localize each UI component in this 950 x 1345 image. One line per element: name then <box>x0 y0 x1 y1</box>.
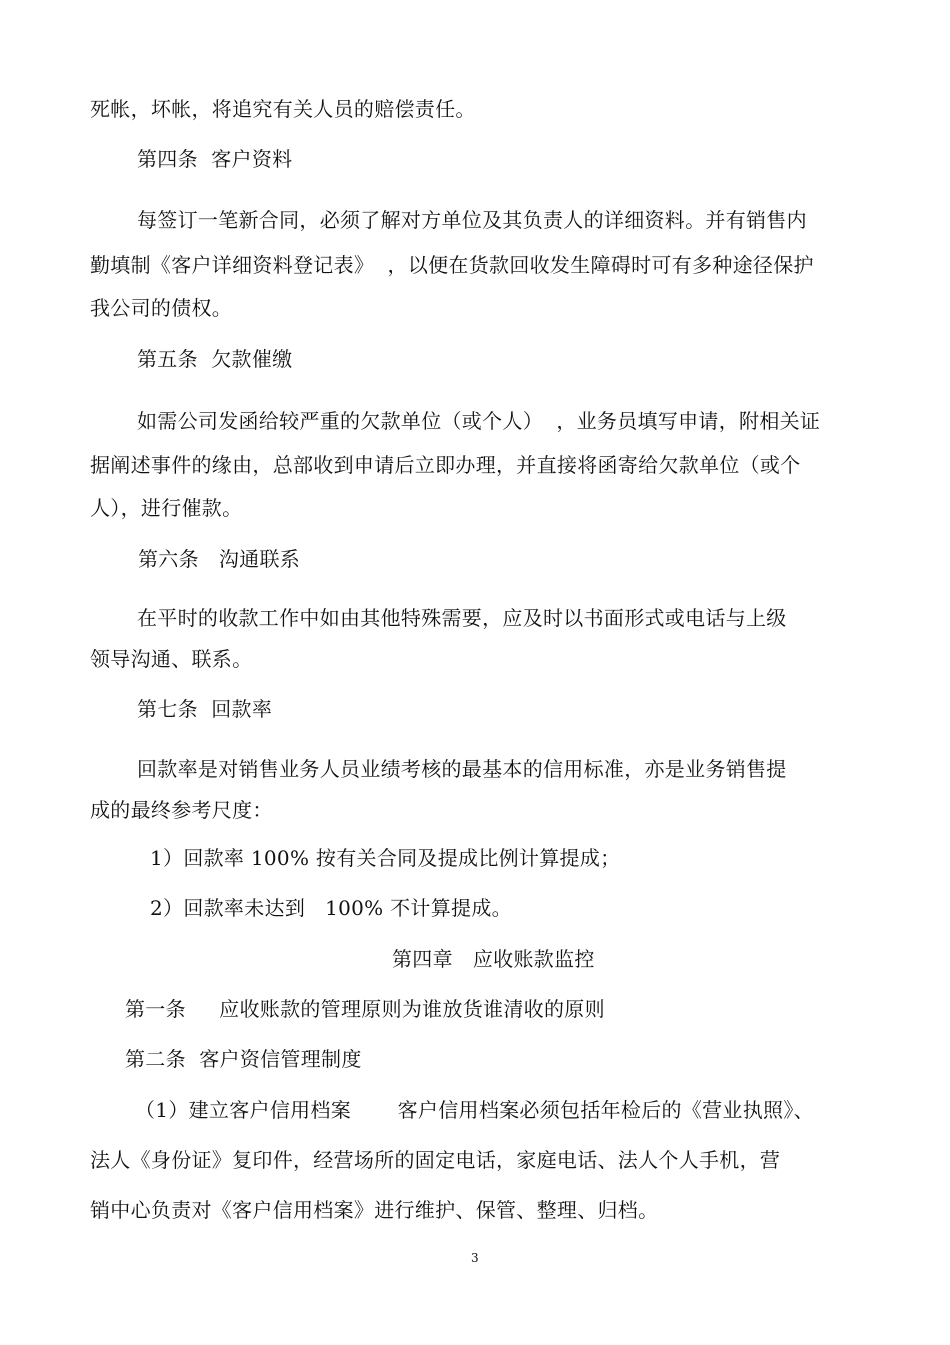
article-heading: 第六条 沟通联系 <box>138 547 301 571</box>
paragraph-line: 在平时的收款工作中如由其他特殊需要，应及时以书面形式或电话与上级 <box>137 606 787 630</box>
chapter-heading: 第四章 应收账款监控 <box>392 947 595 971</box>
page-number: 3 <box>471 1251 479 1265</box>
paragraph-line: （1）建立客户信用档案 客户信用档案必须包括年检后的《营业执照》、 <box>135 1098 814 1122</box>
paragraph-line: 人），进行催款。 <box>90 496 243 520</box>
list-item: 1）回款率 100% 按有关合同及提成比例计算提成； <box>150 846 621 870</box>
paragraph-line: 死帐，坏帐，将追究有关人员的赔偿责任。 <box>90 97 476 121</box>
article-heading: 第七条 回款率 <box>137 697 273 721</box>
article-heading: 第五条 欠款催缴 <box>137 347 293 371</box>
paragraph-line: 据阐述事件的缘由，总部收到申请后立即办理，并直接将函寄给欠款单位（或个 <box>90 453 801 477</box>
article-heading: 第一条 应收账款的管理原则为谁放货谁清收的原则 <box>125 997 605 1021</box>
paragraph-line: 如需公司发函给较严重的欠款单位（或个人） ，业务员填写申请，附相关证 <box>137 409 821 433</box>
paragraph-line: 每签订一笔新合同，必须了解对方单位及其负责人的详细资料。并有销售内 <box>137 208 807 232</box>
article-heading: 第二条 客户资信管理制度 <box>125 1047 362 1071</box>
paragraph-line: 回款率是对销售业务人员业绩考核的最基本的信用标准，亦是业务销售提 <box>137 757 787 781</box>
article-heading: 第四条 客户资料 <box>137 147 293 171</box>
paragraph-line: 法人《身份证》复印件，经营场所的固定电话，家庭电话、法人个人手机，营 <box>90 1148 781 1172</box>
paragraph-line: 销中心负责对《客户信用档案》进行维护、保管、整理、归档。 <box>90 1198 659 1222</box>
list-item: 2）回款率未达到 100% 不计算提成。 <box>150 896 512 920</box>
paragraph-line: 成的最终参考尺度： <box>90 798 273 822</box>
paragraph-line: 勤填制《客户详细资料登记表》 ，以便在货款回收发生障碍时可有多种途径保护 <box>90 253 814 277</box>
paragraph-line: 我公司的债权。 <box>90 296 233 320</box>
paragraph-line: 领导沟通、联系。 <box>90 647 253 671</box>
